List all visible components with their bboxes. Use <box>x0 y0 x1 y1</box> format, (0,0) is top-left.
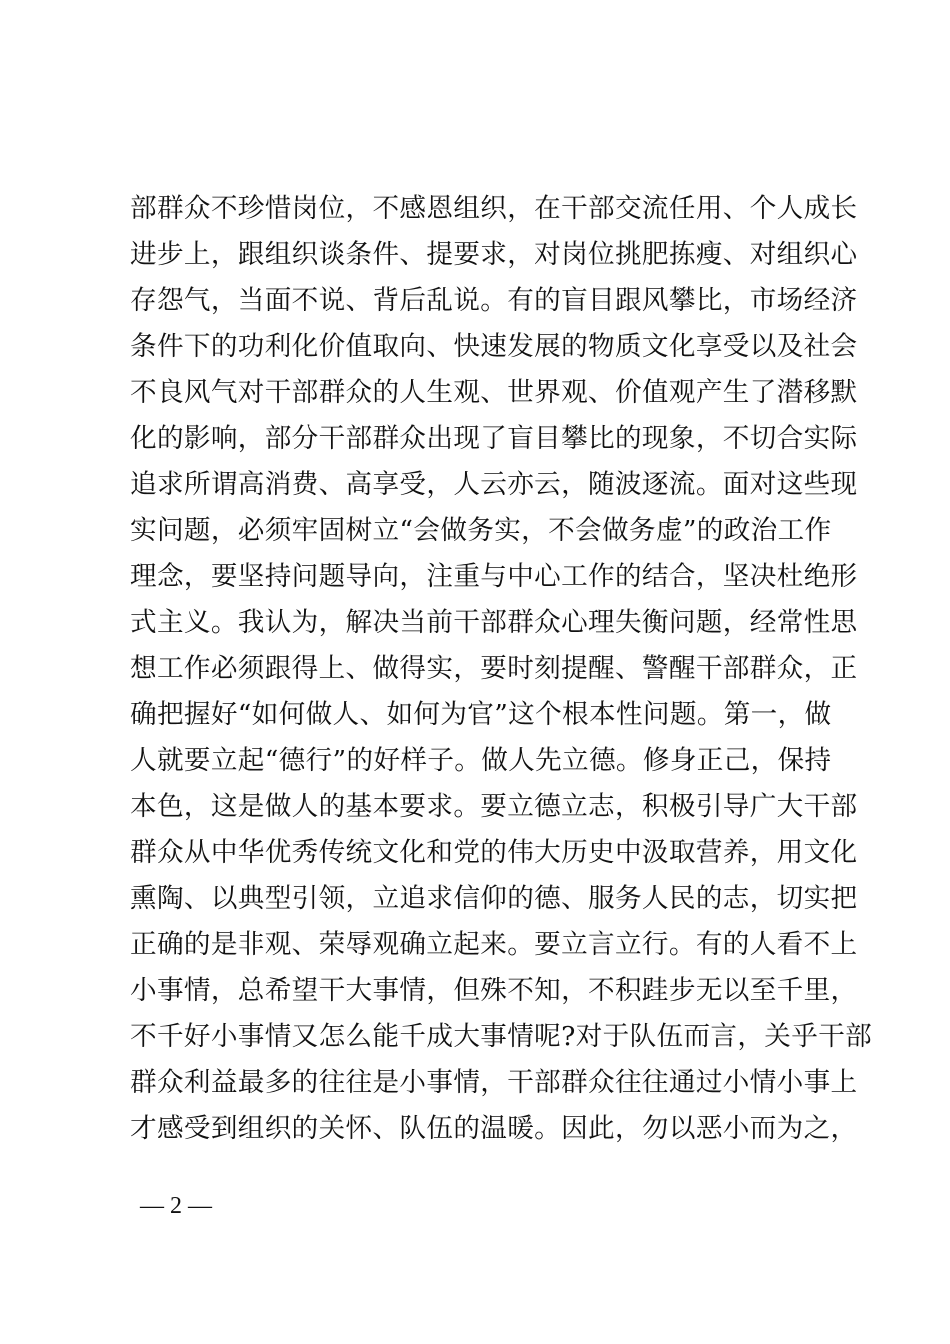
text-line: 正确的是非观、荣辱观确立起来。要立言立行。有的人看不上 <box>130 929 858 960</box>
text-line: 式主义。我认为，解决当前干部群众心理失衡问题，经常性思 <box>130 607 858 638</box>
text-line: 条件下的功利化价值取向、快速发展的物质文化享受以及社会 <box>130 331 858 362</box>
text-line: 才感受到组织的关怀、队伍的温暖。因此，勿以恶小而为之， <box>130 1113 858 1144</box>
text-line: 熏陶、以典型引领，立追求信仰的德、服务人民的志，切实把 <box>130 883 858 914</box>
text-line: 实问题，必须牢固树立“会做务实，不会做务虚”的政治工作 <box>130 515 832 546</box>
page-number: — 2 — <box>140 1193 212 1219</box>
text-line: 确把握好“如何做人、如何为官”这个根本性问题。第一，做 <box>130 699 832 730</box>
text-line: 追求所谓高消费、高享受，人云亦云，随波逐流。面对这些现 <box>130 469 858 500</box>
text-line: 不良风气对干部群众的人生观、世界观、价值观产生了潜移默 <box>130 377 858 408</box>
text-line: 群众从中华优秀传统文化和党的伟大历史中汲取营养，用文化 <box>130 837 858 868</box>
text-line: 群众利益最多的往往是小事情，干部群众往往通过小情小事上 <box>130 1067 858 1098</box>
text-line: 本色，这是做人的基本要求。要立德立志，积极引导广大干部 <box>130 791 858 822</box>
text-line: 小事情，总希望干大事情，但殊不知，不积跬步无以至千里， <box>130 975 858 1006</box>
text-line: 不千好小事情又怎么能千成大事情呢?对于队伍而言，关乎干部 <box>130 1021 873 1052</box>
text-line: 化的影响，部分干部群众出现了盲目攀比的现象，不切合实际 <box>130 423 858 454</box>
text-line: 存怨气，当面不说、背后乱说。有的盲目跟风攀比，市场经济 <box>130 285 858 316</box>
text-line: 进步上，跟组织谈条件、提要求，对岗位挑肥拣瘦、对组织心 <box>130 239 858 270</box>
body-text <box>130 186 873 1152</box>
text-line: 理念，要坚持问题导向，注重与中心工作的结合，坚决杜绝形 <box>130 561 858 592</box>
text-line: 想工作必须跟得上、做得实，要时刻提醒、警醒干部群众，正 <box>130 653 858 684</box>
text-line: 部群众不珍惜岗位，不感恩组织，在干部交流任用、个人成长 <box>130 193 858 224</box>
text-line: 人就要立起“德行”的好样子。做人先立德。修身正己，保持 <box>130 745 832 776</box>
